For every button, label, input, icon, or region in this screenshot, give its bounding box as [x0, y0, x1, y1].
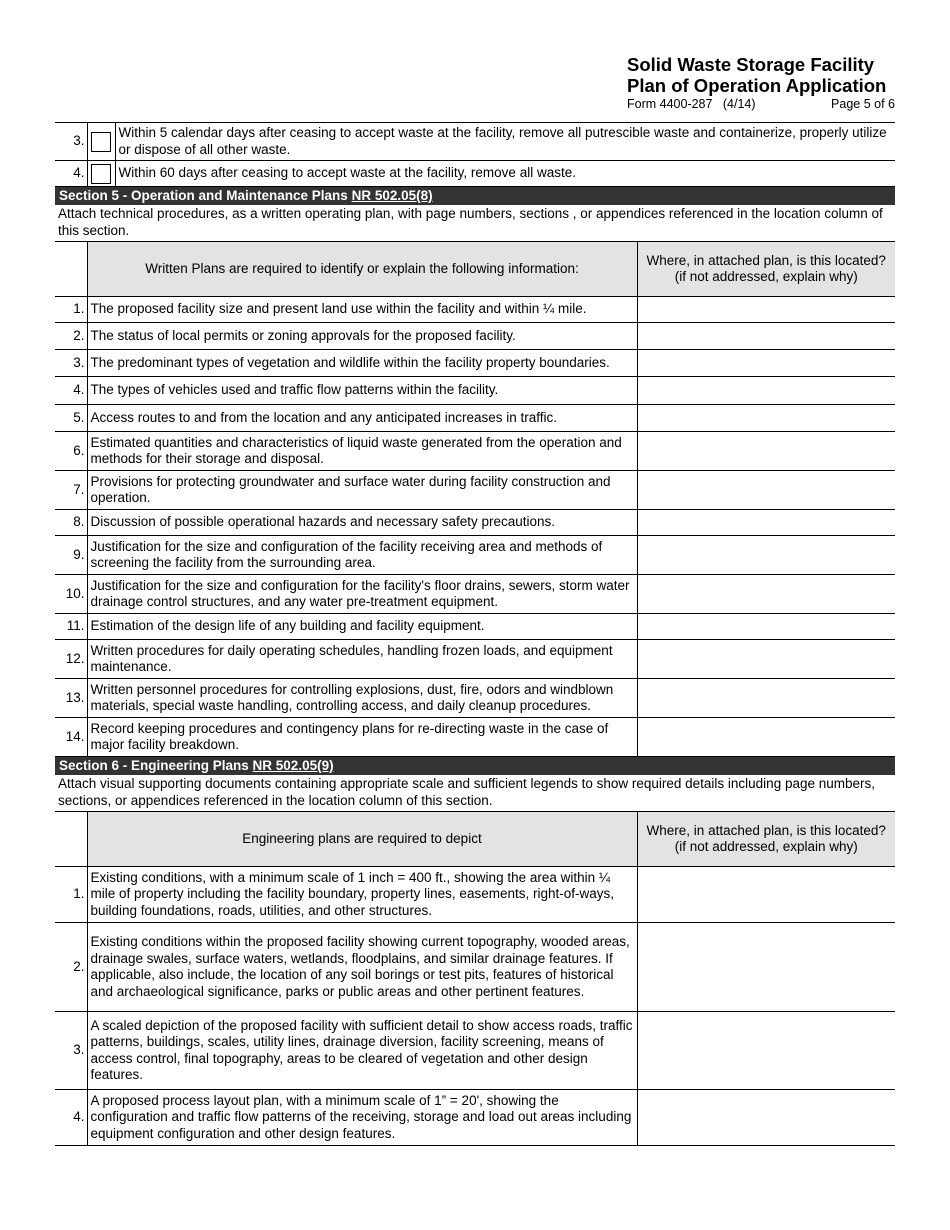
row-number: 9. — [55, 536, 87, 575]
section6-ref: NR 502.05(9) — [252, 758, 334, 773]
location-input[interactable] — [637, 471, 895, 510]
section6-header — [55, 757, 895, 775]
row-number: 12. — [55, 640, 87, 679]
row-text: Estimation of the design life of any building and facility equipment. — [87, 614, 637, 640]
table-row — [55, 536, 895, 575]
row-number: 3. — [55, 123, 87, 161]
section5-table — [55, 241, 895, 757]
checklist-table — [55, 122, 895, 187]
section5-header-main: Written Plans are required to identify or explain the following information: — [87, 242, 637, 297]
row-number: 6. — [55, 432, 87, 471]
row-number: 11. — [55, 614, 87, 640]
table-row — [55, 471, 895, 510]
row-number: 8. — [55, 510, 87, 536]
table-row — [55, 377, 895, 405]
checkbox-cell — [87, 161, 115, 187]
section6-table — [55, 811, 895, 1146]
table-row — [55, 1012, 895, 1090]
table-row — [55, 510, 895, 536]
table-row — [55, 1090, 895, 1146]
location-input[interactable] — [637, 323, 895, 350]
form-number: Form 4400-287 (4/14) — [627, 97, 756, 111]
row-text: Provisions for protecting groundwater and surface water during facility construction and operation. — [87, 471, 637, 510]
row-number: 10. — [55, 575, 87, 614]
row-number: 4. — [55, 161, 87, 187]
table-row — [55, 323, 895, 350]
section5-header — [55, 187, 895, 205]
row-text: Access routes to and from the location and any anticipated increases in traffic. — [87, 405, 637, 432]
form-meta — [627, 97, 895, 112]
checkbox[interactable] — [91, 132, 111, 152]
row-text: Existing conditions, with a minimum scale of 1 inch = 400 ft., showing the area within ¼ mile of property including the facility boundary, property lines, easements, right-of-ways, building foundations, roads, utilities, and other structures. — [87, 867, 637, 923]
row-text: Written procedures for daily operating schedules, handling frozen loads, and equipment maintenance. — [87, 640, 637, 679]
row-text: Record keeping procedures and contingency plans for re-directing waste in the case of major facility breakdown. — [87, 718, 637, 757]
checklist-row — [55, 123, 895, 161]
location-input[interactable] — [637, 575, 895, 614]
form-header — [627, 54, 895, 112]
row-number: 2. — [55, 923, 87, 1012]
section5-title: Section 5 - Operation and Maintenance Plans — [59, 188, 352, 203]
location-input[interactable] — [637, 640, 895, 679]
checklist-text: Within 5 calendar days after ceasing to accept waste at the facility, remove all putrescible waste and containerize, properly utilize or dispose of all other waste. — [115, 123, 895, 161]
section6-intro: Attach visual supporting documents containing appropriate scale and sufficient legends to show required details including page numbers, sections, or appendices referenced in the location column of this section. — [58, 776, 876, 808]
row-text: Written personnel procedures for controlling explosions, dust, fire, odors and windblown materials, special waste handling, controlling access, and daily cleanup procedures. — [87, 679, 637, 718]
row-number: 3. — [55, 350, 87, 377]
table-row — [55, 867, 895, 923]
checklist-text: Within 60 days after ceasing to accept waste at the facility, remove all waste. — [115, 161, 895, 187]
section5-intro: Attach technical procedures, as a written operating plan, with page numbers, sections , or appendices referenced in the location column of this section. — [58, 206, 883, 238]
header-blank-cell — [55, 812, 87, 867]
form-body — [55, 122, 895, 1146]
row-number: 2. — [55, 323, 87, 350]
checklist-row — [55, 161, 895, 187]
table-row — [55, 575, 895, 614]
location-input[interactable] — [637, 1090, 895, 1146]
row-number: 14. — [55, 718, 87, 757]
location-input[interactable] — [637, 350, 895, 377]
row-text: A proposed process layout plan, with a minimum scale of 1” = 20', showing the configuration and traffic flow patterns of the receiving, storage and load out areas including equipment configuration and other design features. — [87, 1090, 637, 1146]
row-text: Existing conditions within the proposed facility showing current topography, wooded areas, drainage swales, surface waters, wetlands, floodplains, and similar drainage features. If applicable, also include, the location of any soil borings or test pits, features of historical and archaeological significance, parks or public areas and other pertinent features. — [87, 923, 637, 1012]
row-number: 7. — [55, 471, 87, 510]
location-input[interactable] — [637, 510, 895, 536]
row-text: The predominant types of vegetation and wildlife within the facility property boundaries. — [87, 350, 637, 377]
row-text: Justification for the size and configuration for the facility's floor drains, sewers, storm water drainage control structures, and any water pre-treatment equipment. — [87, 575, 637, 614]
section5-ref: NR 502.05(8) — [351, 188, 433, 203]
table-row — [55, 405, 895, 432]
table-row — [55, 923, 895, 1012]
checkbox[interactable] — [91, 164, 111, 184]
row-text: Estimated quantities and characteristics of liquid waste generated from the operation and methods for their storage and disposal. — [87, 432, 637, 471]
location-input[interactable] — [637, 679, 895, 718]
location-input[interactable] — [637, 377, 895, 405]
section6-title: Section 6 - Engineering Plans — [59, 758, 253, 773]
location-input[interactable] — [637, 923, 895, 1012]
page-number: Page 5 of 6 — [831, 97, 895, 111]
table-row — [55, 679, 895, 718]
row-text: Justification for the size and configuration of the facility receiving area and methods of screening the facility from the surrounding area. — [87, 536, 637, 575]
row-text: The status of local permits or zoning approvals for the proposed facility. — [87, 323, 637, 350]
table-row — [55, 614, 895, 640]
location-input[interactable] — [637, 297, 895, 323]
row-text: The types of vehicles used and traffic flow patterns within the facility. — [87, 377, 637, 405]
header-blank-cell — [55, 242, 87, 297]
checkbox-cell — [87, 123, 115, 161]
table-row — [55, 350, 895, 377]
location-input[interactable] — [637, 718, 895, 757]
location-input[interactable] — [637, 614, 895, 640]
table-row — [55, 297, 895, 323]
section6-header-location: Where, in attached plan, is this located? (if not addressed, explain why) — [637, 812, 895, 867]
row-text: Discussion of possible operational hazards and necessary safety precautions. — [87, 510, 637, 536]
row-number: 4. — [55, 1090, 87, 1146]
location-input[interactable] — [637, 405, 895, 432]
row-text: The proposed facility size and present land use within the facility and within ¼ mile. — [87, 297, 637, 323]
location-input[interactable] — [637, 536, 895, 575]
row-number: 1. — [55, 867, 87, 923]
table-row — [55, 718, 895, 757]
section6-header-main: Engineering plans are required to depict — [87, 812, 637, 867]
form-title-line2: Plan of Operation Application — [627, 75, 887, 96]
row-number: 13. — [55, 679, 87, 718]
row-number: 3. — [55, 1012, 87, 1090]
row-number: 1. — [55, 297, 87, 323]
location-input[interactable] — [637, 1012, 895, 1090]
row-number: 5. — [55, 405, 87, 432]
location-input[interactable] — [637, 867, 895, 923]
section5-header-location: Where, in attached plan, is this located? (if not addressed, explain why) — [637, 242, 895, 297]
section5-column-headers — [55, 242, 895, 297]
form-title-line1: Solid Waste Storage Facility — [627, 54, 875, 75]
row-text: A scaled depiction of the proposed facility with sufficient detail to show access roads, traffic patterns, buildings, scales, utility lines, drainage diversion, facility screening, means of access control, final topography, areas to be cleared of vegetation and other design features. — [87, 1012, 637, 1090]
location-input[interactable] — [637, 432, 895, 471]
table-row — [55, 640, 895, 679]
section6-column-headers — [55, 812, 895, 867]
table-row — [55, 432, 895, 471]
row-number: 4. — [55, 377, 87, 405]
